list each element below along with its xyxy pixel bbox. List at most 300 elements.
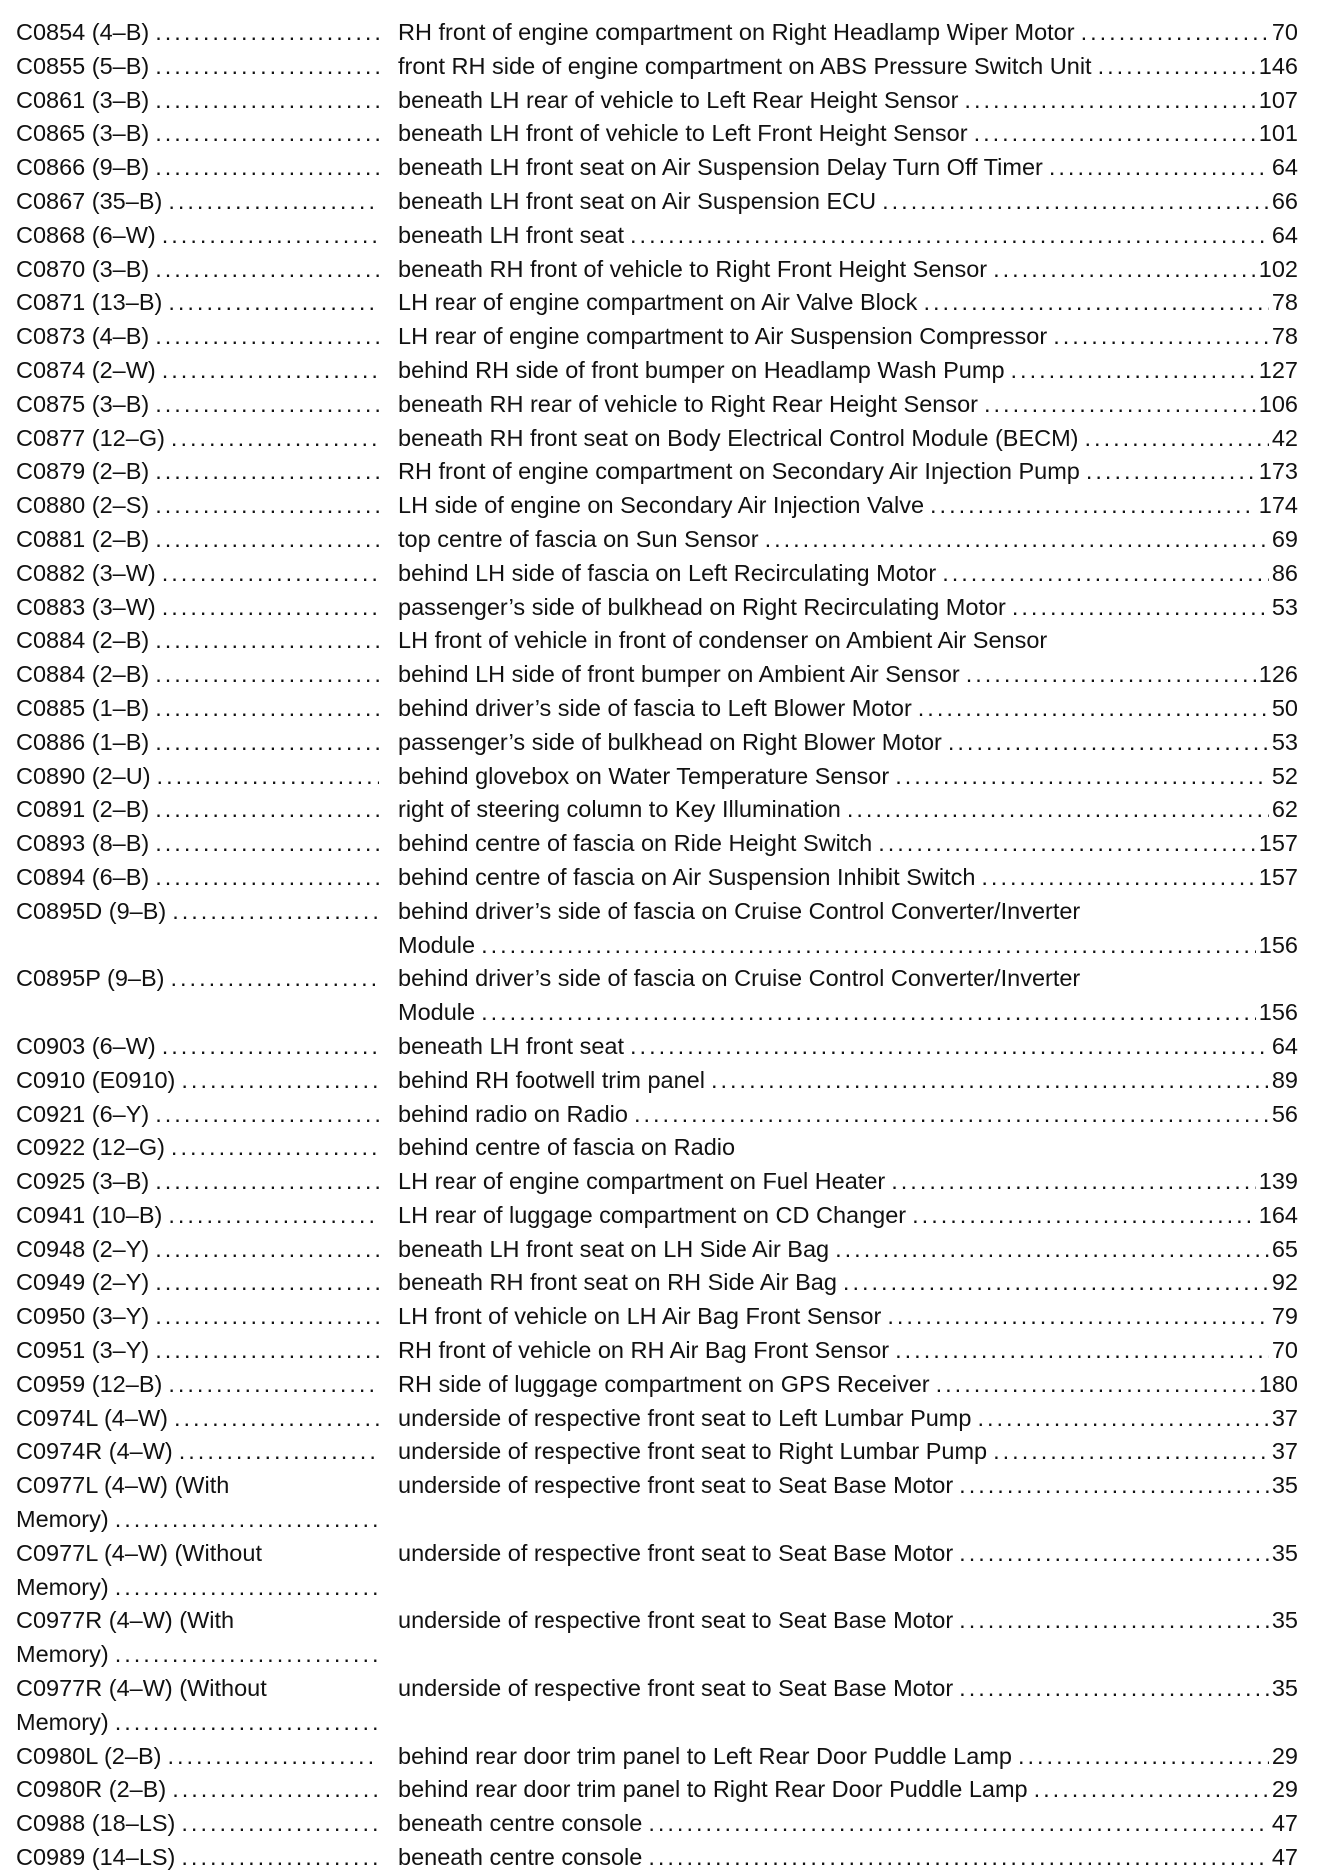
connector-id: C0895D (9–B)	[16, 897, 167, 924]
dot-leader	[168, 1199, 379, 1233]
location-text: behind RH side of front bumper on Headlamp Wash Pump	[398, 356, 1005, 383]
location-text: LH rear of luggage compartment on CD Changer	[398, 1201, 907, 1228]
table-row	[16, 1266, 1298, 1300]
connector-id: Memory)	[16, 1506, 109, 1533]
dot-leader	[912, 1199, 1256, 1233]
page-number: 156	[1258, 999, 1298, 1026]
connector-id: C0895P (9–B)	[16, 965, 165, 992]
location-cell	[398, 1740, 1298, 1774]
table-row	[16, 16, 1298, 50]
page-number: 164	[1258, 1201, 1298, 1228]
page-number: 157	[1258, 830, 1298, 857]
connector-cell	[16, 760, 398, 794]
location-text: beneath centre console	[398, 1810, 643, 1837]
location-line	[398, 117, 1298, 151]
dot-leader	[181, 1807, 379, 1841]
dot-leader	[155, 84, 379, 118]
connector-id: C0879 (2–B)	[16, 458, 150, 485]
location-line	[398, 1199, 1298, 1233]
location-cell	[398, 1368, 1298, 1402]
location-line	[398, 1233, 1298, 1267]
dot-leader	[115, 1503, 379, 1537]
table-row	[16, 827, 1298, 861]
dot-leader	[993, 1435, 1269, 1469]
connector-id: C0867 (35–B)	[16, 187, 163, 214]
table-row	[16, 1300, 1298, 1334]
location-line	[398, 1841, 1298, 1875]
connector-id: C0877 (12–G)	[16, 424, 165, 451]
connector-cell	[16, 1165, 398, 1199]
page-number: 69	[1271, 525, 1298, 552]
connector-id: C0881 (2–B)	[16, 525, 150, 552]
connector-cell	[16, 861, 398, 895]
table-row	[16, 1402, 1298, 1436]
table-row	[16, 1604, 1298, 1672]
connector-cell	[16, 185, 398, 219]
location-cell	[398, 1165, 1298, 1199]
connector-cell	[16, 1266, 398, 1300]
table-row	[16, 253, 1298, 287]
dot-leader	[1011, 354, 1256, 388]
dot-leader	[1053, 320, 1269, 354]
dot-leader	[891, 1165, 1256, 1199]
location-cell	[398, 1604, 1298, 1638]
dot-leader	[155, 726, 379, 760]
dot-leader	[155, 1165, 379, 1199]
dot-leader	[481, 929, 1256, 963]
connector-line	[16, 793, 382, 827]
dot-leader	[155, 489, 379, 523]
page-number: 139	[1258, 1168, 1298, 1195]
dot-leader	[993, 253, 1256, 287]
table-row	[16, 557, 1298, 591]
location-line	[398, 320, 1298, 354]
dot-leader	[162, 219, 379, 253]
connector-line	[16, 455, 382, 489]
page-number: 126	[1258, 661, 1298, 688]
connector-line	[16, 1435, 382, 1469]
dot-leader	[168, 286, 379, 320]
connector-line	[16, 1537, 382, 1571]
table-row	[16, 354, 1298, 388]
location-text: LH rear of engine compartment on Fuel Heater	[398, 1168, 886, 1195]
dot-leader	[181, 1841, 379, 1875]
location-text: behind RH footwell trim panel	[398, 1066, 705, 1093]
location-text: beneath LH rear of vehicle to Left Rear Height Sensor	[398, 86, 959, 113]
connector-id: C0949 (2–Y)	[16, 1269, 150, 1296]
dot-leader	[630, 1030, 1269, 1064]
connector-id: C0890 (2–U)	[16, 762, 151, 789]
connector-line	[16, 1098, 382, 1132]
page-number: 180	[1258, 1370, 1298, 1397]
connector-line	[16, 692, 382, 726]
connector-id: C0980R (2–B)	[16, 1776, 167, 1803]
location-cell	[398, 861, 1298, 895]
location-line	[398, 1300, 1298, 1334]
table-row	[16, 1334, 1298, 1368]
dot-leader	[878, 827, 1256, 861]
connector-line	[16, 1503, 382, 1537]
location-cell	[398, 185, 1298, 219]
connector-cell	[16, 523, 398, 557]
connector-id: C0886 (1–B)	[16, 728, 150, 755]
connector-cell	[16, 1672, 398, 1740]
page-number: 42	[1271, 424, 1298, 451]
dot-leader	[115, 1706, 379, 1740]
location-cell	[398, 354, 1298, 388]
dot-leader	[155, 1233, 379, 1267]
table-row	[16, 1672, 1298, 1740]
dot-leader	[155, 320, 379, 354]
connector-line	[16, 1368, 382, 1402]
location-line	[398, 827, 1298, 861]
location-cell	[398, 658, 1298, 692]
connector-id: C0871 (13–B)	[16, 289, 163, 316]
location-text: beneath LH front seat on LH Side Air Bag	[398, 1235, 830, 1262]
connector-cell	[16, 557, 398, 591]
page-number: 47	[1271, 1844, 1298, 1871]
table-row	[16, 1537, 1298, 1605]
connector-line	[16, 1165, 382, 1199]
page-number: 174	[1258, 492, 1298, 519]
table-row	[16, 726, 1298, 760]
location-cell	[398, 1773, 1298, 1807]
connector-cell	[16, 50, 398, 84]
connector-line	[16, 1266, 382, 1300]
location-line	[398, 50, 1298, 84]
connector-cell	[16, 286, 398, 320]
connector-id: C0866 (9–B)	[16, 154, 150, 181]
dot-leader	[1085, 422, 1269, 456]
connector-id: C0959 (12–B)	[16, 1370, 163, 1397]
location-line	[398, 1773, 1298, 1807]
page-number: 53	[1271, 593, 1298, 620]
table-row	[16, 320, 1298, 354]
location-cell	[398, 692, 1298, 726]
page-number: 35	[1271, 1607, 1298, 1634]
connector-line	[16, 219, 382, 253]
connector-cell	[16, 320, 398, 354]
location-line	[398, 658, 1298, 692]
dot-leader	[835, 1233, 1269, 1267]
location-line	[398, 726, 1298, 760]
connector-line	[16, 895, 382, 929]
location-cell	[398, 1131, 1298, 1165]
page-number: 89	[1271, 1066, 1298, 1093]
connector-id: C0894 (6–B)	[16, 863, 150, 890]
connector-line	[16, 253, 382, 287]
connector-cell	[16, 1334, 398, 1368]
location-cell	[398, 1435, 1298, 1469]
location-text: beneath RH front of vehicle to Right Front Height Sensor	[398, 255, 988, 282]
dot-leader	[981, 861, 1255, 895]
connector-cell	[16, 1807, 398, 1841]
connector-cell	[16, 1233, 398, 1267]
connector-line	[16, 1740, 382, 1774]
page-number: 35	[1271, 1539, 1298, 1566]
dot-leader	[155, 253, 379, 287]
page-number: 79	[1271, 1303, 1298, 1330]
location-line	[398, 591, 1298, 625]
location-cell	[398, 1402, 1298, 1436]
connector-line	[16, 861, 382, 895]
dot-leader	[984, 388, 1256, 422]
table-row	[16, 658, 1298, 692]
dot-leader	[162, 354, 379, 388]
connector-line	[16, 422, 382, 456]
connector-id: C0980L (2–B)	[16, 1742, 162, 1769]
location-text: behind glovebox on Water Temperature Sensor	[398, 762, 890, 789]
location-text: beneath RH front seat on RH Side Air Bag	[398, 1269, 837, 1296]
location-line	[398, 1435, 1298, 1469]
dot-leader	[895, 760, 1269, 794]
location-text: RH front of vehicle on RH Air Bag Front Sensor	[398, 1337, 890, 1364]
dot-leader	[1086, 455, 1256, 489]
connector-line	[16, 827, 382, 861]
table-row	[16, 219, 1298, 253]
dot-leader	[959, 1537, 1269, 1571]
page-number: 78	[1271, 323, 1298, 350]
location-text: underside of respective front seat to Seat Base Motor	[398, 1472, 954, 1499]
connector-cell	[16, 1300, 398, 1334]
location-text: behind rear door trim panel to Left Rear Door Puddle Lamp	[398, 1742, 1012, 1769]
dot-leader	[155, 117, 379, 151]
dot-leader	[162, 591, 379, 625]
dot-leader	[648, 1807, 1269, 1841]
location-text: underside of respective front seat to Seat Base Motor	[398, 1539, 954, 1566]
location-text-lead: behind driver’s side of fascia on Cruise Control Converter/Inverter	[398, 897, 1081, 924]
dot-leader	[171, 1131, 379, 1165]
dot-leader	[1012, 591, 1269, 625]
connector-cell	[16, 1740, 398, 1774]
dot-leader	[171, 422, 379, 456]
location-line	[398, 760, 1298, 794]
table-row	[16, 1165, 1298, 1199]
location-line	[398, 996, 1298, 1030]
location-text: right of steering column to Key Illumination	[398, 796, 841, 823]
connector-id: C0989 (14–LS)	[16, 1844, 176, 1871]
location-text: behind LH side of fascia on Left Recirculating Motor	[398, 559, 937, 586]
connector-cell	[16, 117, 398, 151]
connector-cell	[16, 895, 398, 929]
dot-leader	[171, 962, 380, 996]
location-text: behind radio on Radio	[398, 1100, 628, 1127]
page-number: 106	[1258, 390, 1298, 417]
page-number: 64	[1271, 221, 1298, 248]
location-cell	[398, 50, 1298, 84]
connector-line	[16, 760, 382, 794]
location-text-lead: behind driver’s side of fascia on Cruise Control Converter/Inverter	[398, 965, 1081, 992]
connector-id: C0948 (2–Y)	[16, 1235, 150, 1262]
connector-id: C0903 (6–W)	[16, 1032, 156, 1059]
connector-id-lead: C0977R (4–W) (Without	[16, 1675, 267, 1702]
dot-leader	[843, 1266, 1269, 1300]
dot-leader	[923, 286, 1268, 320]
dot-leader	[168, 185, 379, 219]
connector-cell	[16, 422, 398, 456]
dot-leader	[155, 1300, 379, 1334]
connector-cell	[16, 658, 398, 692]
connector-cell	[16, 793, 398, 827]
location-cell	[398, 84, 1298, 118]
dot-leader	[895, 1334, 1269, 1368]
table-row	[16, 1199, 1298, 1233]
location-line	[398, 422, 1298, 456]
location-line	[398, 1469, 1298, 1503]
connector-line	[16, 151, 382, 185]
location-line	[398, 1740, 1298, 1774]
page-number: 37	[1271, 1438, 1298, 1465]
connector-line	[16, 1334, 382, 1368]
connector-cell	[16, 1435, 398, 1469]
connector-index-list	[16, 16, 1298, 1875]
page-number: 127	[1258, 356, 1298, 383]
table-row	[16, 523, 1298, 557]
connector-id-lead: C0977L (4–W) (Without	[16, 1539, 262, 1566]
dot-leader	[172, 895, 379, 929]
dot-leader	[882, 185, 1269, 219]
connector-cell	[16, 624, 398, 658]
location-line	[398, 861, 1298, 895]
location-text: behind rear door trim panel to Right Rear Door Puddle Lamp	[398, 1776, 1028, 1803]
location-line	[398, 1064, 1298, 1098]
connector-id: C0941 (10–B)	[16, 1201, 163, 1228]
location-cell	[398, 962, 1298, 1030]
dot-leader	[155, 523, 379, 557]
table-row	[16, 388, 1298, 422]
connector-cell	[16, 591, 398, 625]
location-cell	[398, 760, 1298, 794]
page-number: 78	[1271, 289, 1298, 316]
connector-line	[16, 1571, 382, 1605]
location-cell	[398, 1300, 1298, 1334]
location-line	[398, 1402, 1298, 1436]
dot-leader	[155, 827, 379, 861]
location-text: beneath centre console	[398, 1844, 643, 1871]
location-text: beneath LH front seat on Air Suspension ECU	[398, 187, 877, 214]
table-row	[16, 692, 1298, 726]
connector-cell	[16, 1773, 398, 1807]
dot-leader	[959, 1469, 1269, 1503]
location-cell	[398, 793, 1298, 827]
dot-leader	[959, 1672, 1269, 1706]
connector-cell	[16, 1199, 398, 1233]
dot-leader	[155, 50, 379, 84]
connector-line	[16, 1402, 382, 1436]
connector-id: C0910 (E0910)	[16, 1066, 176, 1093]
location-cell	[398, 489, 1298, 523]
dot-leader	[1049, 151, 1269, 185]
connector-id: C0885 (1–B)	[16, 694, 150, 721]
dot-leader	[155, 793, 379, 827]
dot-leader	[1018, 1740, 1269, 1774]
location-cell	[398, 557, 1298, 591]
connector-id: C0951 (3–Y)	[16, 1337, 150, 1364]
location-text: beneath LH front seat on Air Suspension Delay Turn Off Timer	[398, 154, 1043, 181]
location-cell	[398, 827, 1298, 861]
table-row	[16, 1233, 1298, 1267]
connector-cell	[16, 1469, 398, 1537]
connector-line	[16, 1773, 382, 1807]
location-line	[398, 1266, 1298, 1300]
table-row	[16, 84, 1298, 118]
location-text: beneath RH rear of vehicle to Right Rear Height Sensor	[398, 390, 978, 417]
dot-leader	[155, 1266, 379, 1300]
dot-leader	[977, 1402, 1268, 1436]
location-text: underside of respective front seat to Right Lumbar Pump	[398, 1438, 988, 1465]
connector-id: C0950 (3–Y)	[16, 1303, 150, 1330]
dot-leader	[974, 117, 1256, 151]
page-number: 62	[1271, 796, 1298, 823]
dot-leader	[847, 793, 1269, 827]
connector-line	[16, 1807, 382, 1841]
dot-leader	[155, 16, 379, 50]
table-row	[16, 50, 1298, 84]
location-cell	[398, 16, 1298, 50]
page-number: 92	[1271, 1269, 1298, 1296]
table-row	[16, 1368, 1298, 1402]
connector-cell	[16, 1131, 398, 1165]
connector-cell	[16, 84, 398, 118]
location-text: beneath LH front of vehicle to Left Front Height Sensor	[398, 120, 968, 147]
page-number: 65	[1271, 1235, 1298, 1262]
page-number: 47	[1271, 1810, 1298, 1837]
location-line	[398, 354, 1298, 388]
location-text: behind centre of fascia on Radio	[398, 1134, 736, 1161]
dot-leader	[1034, 1773, 1269, 1807]
page-number: 29	[1271, 1776, 1298, 1803]
location-text: LH front of vehicle on LH Air Bag Front Sensor	[398, 1303, 882, 1330]
connector-id: C0874 (2–W)	[16, 356, 156, 383]
location-text: behind centre of fascia on Air Suspension Inhibit Switch	[398, 863, 976, 890]
dot-leader	[181, 1064, 379, 1098]
location-cell	[398, 1807, 1298, 1841]
connector-line	[16, 50, 382, 84]
location-line	[398, 455, 1298, 489]
location-cell	[398, 1064, 1298, 1098]
table-row	[16, 1064, 1298, 1098]
table-row	[16, 1740, 1298, 1774]
page-number: 35	[1271, 1675, 1298, 1702]
page-number: 35	[1271, 1472, 1298, 1499]
location-text: underside of respective front seat to Left Lumbar Pump	[398, 1404, 972, 1431]
connector-cell	[16, 16, 398, 50]
dot-leader	[172, 1773, 379, 1807]
page-number: 70	[1271, 1337, 1298, 1364]
connector-line	[16, 1469, 382, 1503]
connector-cell	[16, 1030, 398, 1064]
location-cell	[398, 286, 1298, 320]
location-line	[398, 219, 1298, 253]
dot-leader	[167, 1740, 379, 1774]
connector-line	[16, 658, 382, 692]
connector-line	[16, 1672, 382, 1706]
page-number: 101	[1258, 120, 1298, 147]
connector-cell	[16, 1537, 398, 1605]
location-cell	[398, 624, 1298, 658]
dot-leader	[155, 658, 379, 692]
dot-leader	[630, 219, 1269, 253]
location-line	[398, 895, 1298, 929]
connector-id: C0921 (6–Y)	[16, 1100, 150, 1127]
connector-cell	[16, 692, 398, 726]
table-row	[16, 1435, 1298, 1469]
dot-leader	[155, 1334, 379, 1368]
connector-line	[16, 1131, 382, 1165]
connector-line	[16, 591, 382, 625]
connector-cell	[16, 151, 398, 185]
location-text: behind centre of fascia on Ride Height Switch	[398, 830, 873, 857]
